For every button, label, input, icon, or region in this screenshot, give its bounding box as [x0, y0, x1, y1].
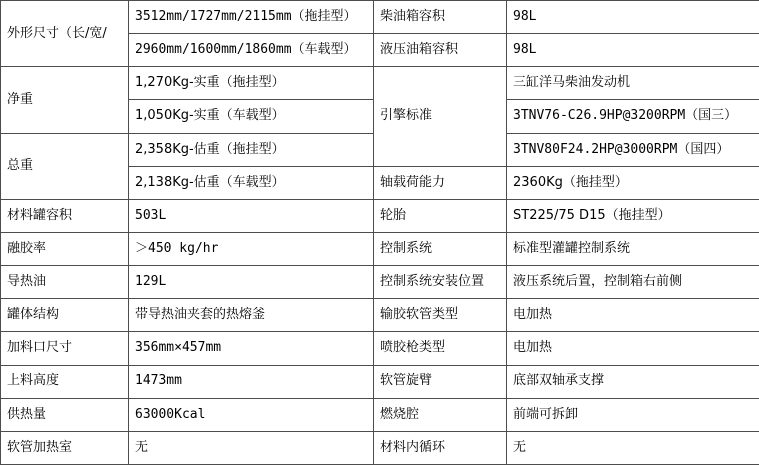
row-value-feed-opening: 356mm×457mm — [129, 332, 374, 365]
row-label-melt-rate: 融胶率 — [1, 232, 129, 265]
row-label-axle-load: 轴载荷能力 — [374, 166, 507, 199]
row-value-control-position: 液压系统后置，控制箱右前侧 — [507, 266, 759, 299]
row-label-dimensions: 外形尺寸（长/宽/ — [1, 1, 129, 67]
row-label-hose-heating-room: 软管加热室 — [1, 431, 129, 464]
table-row — [1, 266, 759, 299]
row-value-hose-boom: 底部双轴承支撑 — [507, 365, 759, 398]
row-value-combustion-chamber: 前端可拆卸 — [507, 398, 759, 431]
row-label-tire: 轮胎 — [374, 199, 507, 232]
row-value-melt-rate: ＞450 kg/hr — [129, 232, 374, 265]
table-row — [1, 67, 759, 100]
row-value-gun-type: 电加热 — [507, 332, 759, 365]
table-row — [1, 431, 759, 464]
table-row — [1, 332, 759, 365]
table-row — [1, 232, 759, 265]
row-value-fuel-tank: 98L — [507, 1, 759, 34]
row-value-engine-guo4: 3TNV80F24.2HP@3000RPM（国四） — [507, 133, 759, 166]
row-value-hydraulic-tank: 98L — [507, 34, 759, 67]
row-value-engine-guo3: 3TNV76-C26.9HP@3200RPM（国三） — [507, 100, 759, 133]
row-value-gross-weight-truck: 2,138Kg-估重（车载型） — [129, 166, 374, 199]
row-value-net-weight-truck: 1,050Kg-实重（车载型） — [129, 100, 374, 133]
row-value-axle-load: 2360Kg（拖挂型） — [507, 166, 759, 199]
row-value-tank-structure: 带导热油夹套的热熔釜 — [129, 299, 374, 332]
row-label-combustion-chamber: 燃烧腔 — [374, 398, 507, 431]
row-label-material-circulation: 材料内循环 — [374, 431, 507, 464]
row-label-heat-output: 供热量 — [1, 398, 129, 431]
row-value-dimensions-trailer: 3512mm/1727mm/2115mm（拖挂型） — [129, 1, 374, 34]
row-label-feed-opening: 加料口尺寸 — [1, 332, 129, 365]
row-label-tank-structure: 罐体结构 — [1, 299, 129, 332]
row-value-net-weight-trailer: 1,270Kg-实重（拖挂型） — [129, 67, 374, 100]
row-label-hose-boom: 软管旋臂 — [374, 365, 507, 398]
row-label-gun-type: 喷胶枪类型 — [374, 332, 507, 365]
table-row — [1, 365, 759, 398]
row-label-feed-height: 上料高度 — [1, 365, 129, 398]
table-row — [1, 398, 759, 431]
row-value-tank-capacity: 503L — [129, 199, 374, 232]
row-value-gross-weight-trailer: 2,358Kg-估重（拖挂型） — [129, 133, 374, 166]
row-value-thermal-oil: 129L — [129, 266, 374, 299]
row-value-control-system: 标准型灌罐控制系统 — [507, 232, 759, 265]
table-row — [1, 199, 759, 232]
row-value-heat-output: 63000Kcal — [129, 398, 374, 431]
row-value-tire: ST225/75 D15（拖挂型） — [507, 199, 759, 232]
row-value-hose-type: 电加热 — [507, 299, 759, 332]
row-label-hose-type: 输胶软管类型 — [374, 299, 507, 332]
row-label-tank-capacity: 材料罐容积 — [1, 199, 129, 232]
row-label-thermal-oil: 导热油 — [1, 266, 129, 299]
row-label-hydraulic-tank: 液压油箱容积 — [374, 34, 507, 67]
table-row — [1, 299, 759, 332]
row-value-material-circulation: 无 — [507, 431, 759, 464]
row-label-gross-weight: 总重 — [1, 133, 129, 199]
row-value-dimensions-truck: 2960mm/1600mm/1860mm（车载型） — [129, 34, 374, 67]
row-label-net-weight: 净重 — [1, 67, 129, 133]
row-value-feed-height: 1473mm — [129, 365, 374, 398]
table-row — [1, 1, 759, 34]
row-label-control-position: 控制系统安装位置 — [374, 266, 507, 299]
row-label-control-system: 控制系统 — [374, 232, 507, 265]
row-value-engine-brand: 三缸洋马柴油发动机 — [507, 67, 759, 100]
row-label-fuel-tank: 柴油箱容积 — [374, 1, 507, 34]
row-value-hose-heating-room: 无 — [129, 431, 374, 464]
row-label-engine-standard: 引擎标准 — [374, 67, 507, 166]
